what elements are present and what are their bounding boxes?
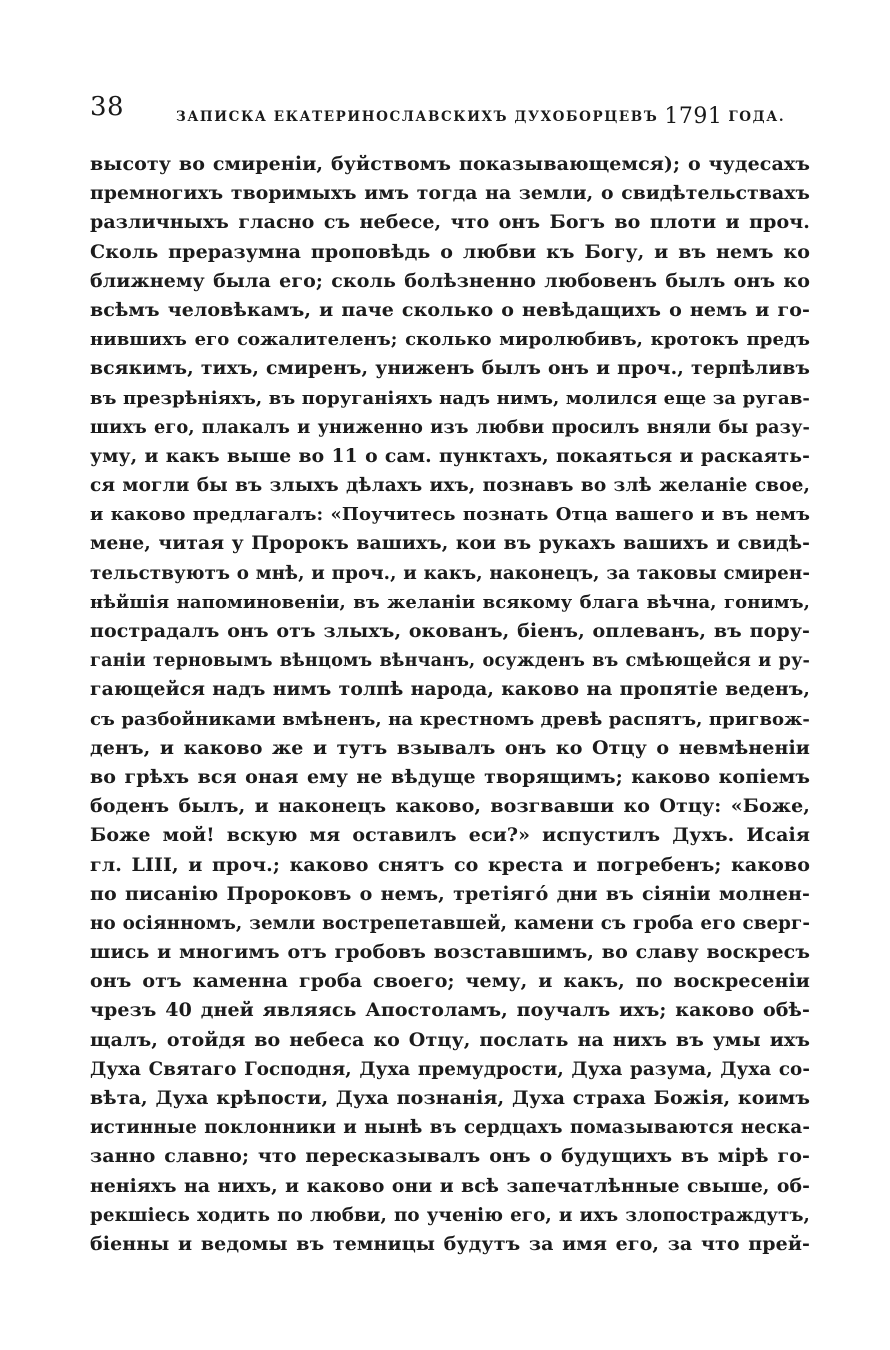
text-line: щалъ, отойдя во небеса ко Отцу, послать на нихъ въ умы ихъ — [90, 1028, 810, 1051]
text-line: Сколь преразумна проповѣдь о любви къ Богу, и въ немъ ко — [90, 240, 810, 263]
text-line: но осіянномъ, земли вострепетавшей, камени съ гроба его сверг- — [90, 912, 810, 934]
text-line: премногихъ творимыхъ имъ тогда на земли, о свидѣтельствахъ — [90, 182, 810, 205]
text-line: истинные поклонники и нынѣ въ сердцахъ помазываются неска- — [90, 1117, 810, 1139]
text-line: шись и многимъ отъ гробовъ возставшимъ, во славу воскресъ — [90, 941, 810, 964]
text-line: мене, читая у Пророкъ вашихъ, кои въ рукахъ вашихъ и свидѣ- — [90, 532, 810, 555]
text-line: ближнему была его; сколь болѣзненно любовенъ былъ онъ ко — [90, 269, 810, 292]
text-line: Боже мой! вскую мя оставилъ еси?» испустилъ Духъ. Исаія — [90, 824, 810, 847]
text-line: и каково предлагалъ: «Поучитесь познать Отца вашего и въ немъ — [90, 504, 810, 526]
page-number: 38 — [90, 92, 125, 122]
text-line: занно славно; что пересказывалъ онъ о будущихъ въ мірѣ го- — [90, 1145, 810, 1168]
text-line: высоту во смиреніи, буйствомъ показывающемся); о чудесахъ — [90, 153, 810, 175]
text-line: во грѣхъ вся оная ему не вѣдуще творящимъ; каково копіемъ — [90, 765, 810, 788]
text-line: боденъ былъ, и наконецъ каково, возгвавши ко Отцу: «Боже, — [90, 795, 810, 818]
text-line: въ презрѣніяхъ, въ поруганіяхъ надъ нимъ, молился еще за ругав- — [90, 387, 810, 409]
text-line: ся могли бы въ злыхъ дѣлахъ ихъ, познавъ во злѣ желаніе свое, — [90, 475, 810, 497]
running-title-text: ЗАПИСКА ЕКАТЕРИНОСЛАВСКИХЪ ДУХОБОРЦЕВЪ — [176, 109, 659, 125]
running-title — [176, 102, 785, 127]
text-line: уму, и какъ выше во 11 о сам. пунктахъ, покаяться и раскаять- — [90, 444, 810, 467]
text-line: вѣта, Духа крѣпости, Духа познанія, Духа страха Божія, коимъ — [90, 1087, 810, 1109]
running-title-suffix: ГОДА. — [728, 109, 786, 125]
text-line: денъ, и каково же и тутъ взывалъ онъ ко Отцу о невмѣненіи — [90, 736, 810, 759]
text-line: съ разбойниками вмѣненъ, на крестномъ древѣ распятъ, пригвож- — [90, 708, 810, 730]
text-line: біенны и ведомы въ темницы будутъ за имя его, за что прей- — [90, 1232, 810, 1255]
body-text — [90, 150, 810, 1259]
text-line: гающейся надъ нимъ толпѣ народа, каково на пропятіе веденъ, — [90, 678, 810, 701]
text-line: рекшіесь ходить по любви, по ученію его, и ихъ злопостраждутъ, — [90, 1204, 810, 1226]
text-line: чрезъ 40 дней являясь Апостоламъ, поучалъ ихъ; каково обѣ- — [90, 999, 810, 1022]
text-line: Духа Святаго Господня, Духа премудрости, Духа разума, Духа со- — [90, 1058, 810, 1080]
text-line: гл. LIII, и проч.; каково снятъ со креста и погребенъ; каково — [90, 853, 810, 876]
text-line: ганіи терновымъ вѣнцомъ вѣнчанъ, осужденъ въ смѣющейся и ру- — [90, 650, 810, 672]
text-line: по писанію Пророковъ о немъ, третіягó дни въ сіяніи молнен- — [90, 882, 810, 905]
text-line: всякимъ, тихъ, смиренъ, униженъ былъ онъ и проч., терпѣливъ — [90, 357, 810, 380]
text-line: пострадалъ онъ отъ злыхъ, окованъ, біенъ, оплеванъ, въ пору- — [90, 620, 810, 642]
running-title-year: 1791 — [664, 104, 723, 129]
text-line: всѣмъ человѣкамъ, и паче сколько о невѣдащихъ о немъ и го- — [90, 298, 810, 321]
text-line: нившихъ его сожалителенъ; сколько миролюбивъ, кротокъ предъ — [90, 329, 810, 351]
text-line: тельствуютъ о мнѣ, и проч., и какъ, наконецъ, за таковы смирен- — [90, 562, 810, 584]
text-line: онъ отъ каменна гроба своего; чему, и какъ, по воскресеніи — [90, 970, 810, 993]
text-line: различныхъ гласно съ небесе, что онъ Богъ во плоти и проч. — [90, 211, 810, 234]
running-header — [90, 88, 810, 128]
text-line: шихъ его, плакалъ и униженно изъ любви просилъ вняли бы разу- — [90, 416, 810, 438]
text-line: неніяхъ на нихъ, и каково они и всѣ запечатлѣнные свыше, об- — [90, 1174, 810, 1197]
text-line: нѣйшія напоминовеніи, въ желаніи всякому блага вѣчна, гонимъ, — [90, 591, 810, 613]
